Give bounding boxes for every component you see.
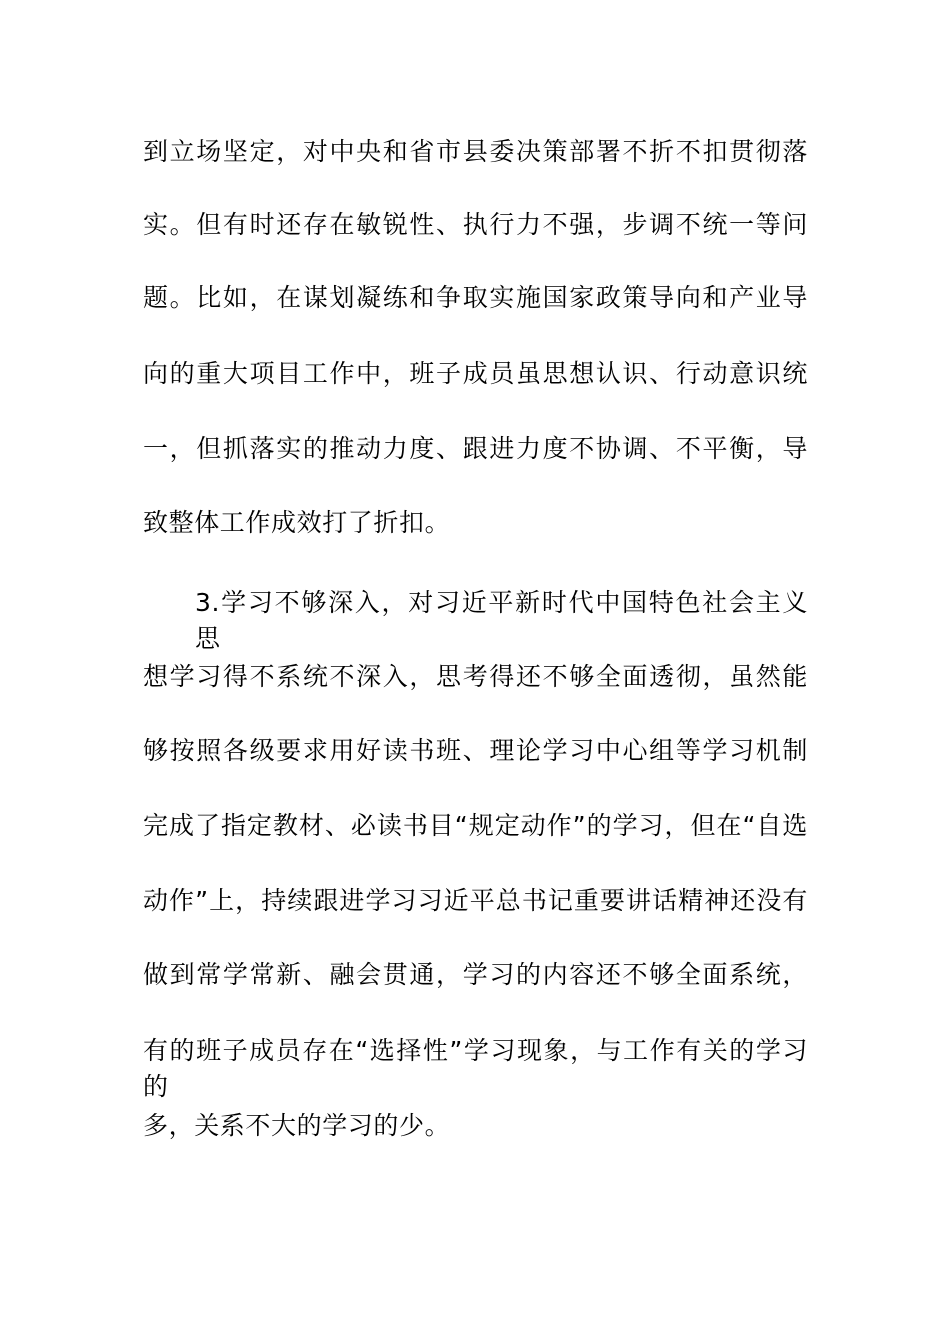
paragraph-2-line-2: 想学习得不系统不深入，思考得还不够全面透彻，虽然能 [143,662,808,691]
paragraph-2-line-6: 做到常学常新、融会贯通，学习的内容还不够全面系统， [143,960,808,989]
paragraph-1-line-4: 向的重大项目工作中，班子成员虽思想认识、行动意识统 [143,359,808,388]
paragraph-2-line-4: 完成了指定教材、必读书目“规定动作”的学习，但在“自选 [143,811,808,840]
paragraph-1-line-5: 一，但抓落实的推动力度、跟进力度不协调、不平衡，导 [143,434,808,463]
paragraph-2-line-8: 多，关系不大的学习的少。 [143,1111,451,1140]
paragraph-2-line-1: 3.学习不够深入，对习近平新时代中国特色社会主义思 [195,588,808,653]
paragraph-1-line-2: 实。但有时还存在敏锐性、执行力不强，步调不统一等问 [143,210,808,239]
paragraph-1-line-3: 题。比如，在谋划凝练和争取实施国家政策导向和产业导 [143,283,808,312]
paragraph-1-line-6: 致整体工作成效打了折扣。 [143,508,451,537]
paragraph-2-line-5: 动作”上，持续跟进学习习近平总书记重要讲话精神还没有 [143,886,808,915]
paragraph-1-line-1: 到立场坚定，对中央和省市县委决策部署不折不扣贯彻落 [143,137,808,166]
paragraph-2-line-3: 够按照各级要求用好读书班、理论学习中心组等学习机制 [143,736,808,765]
paragraph-2-line-7: 有的班子成员存在“选择性”学习现象，与工作有关的学习的 [143,1036,808,1101]
